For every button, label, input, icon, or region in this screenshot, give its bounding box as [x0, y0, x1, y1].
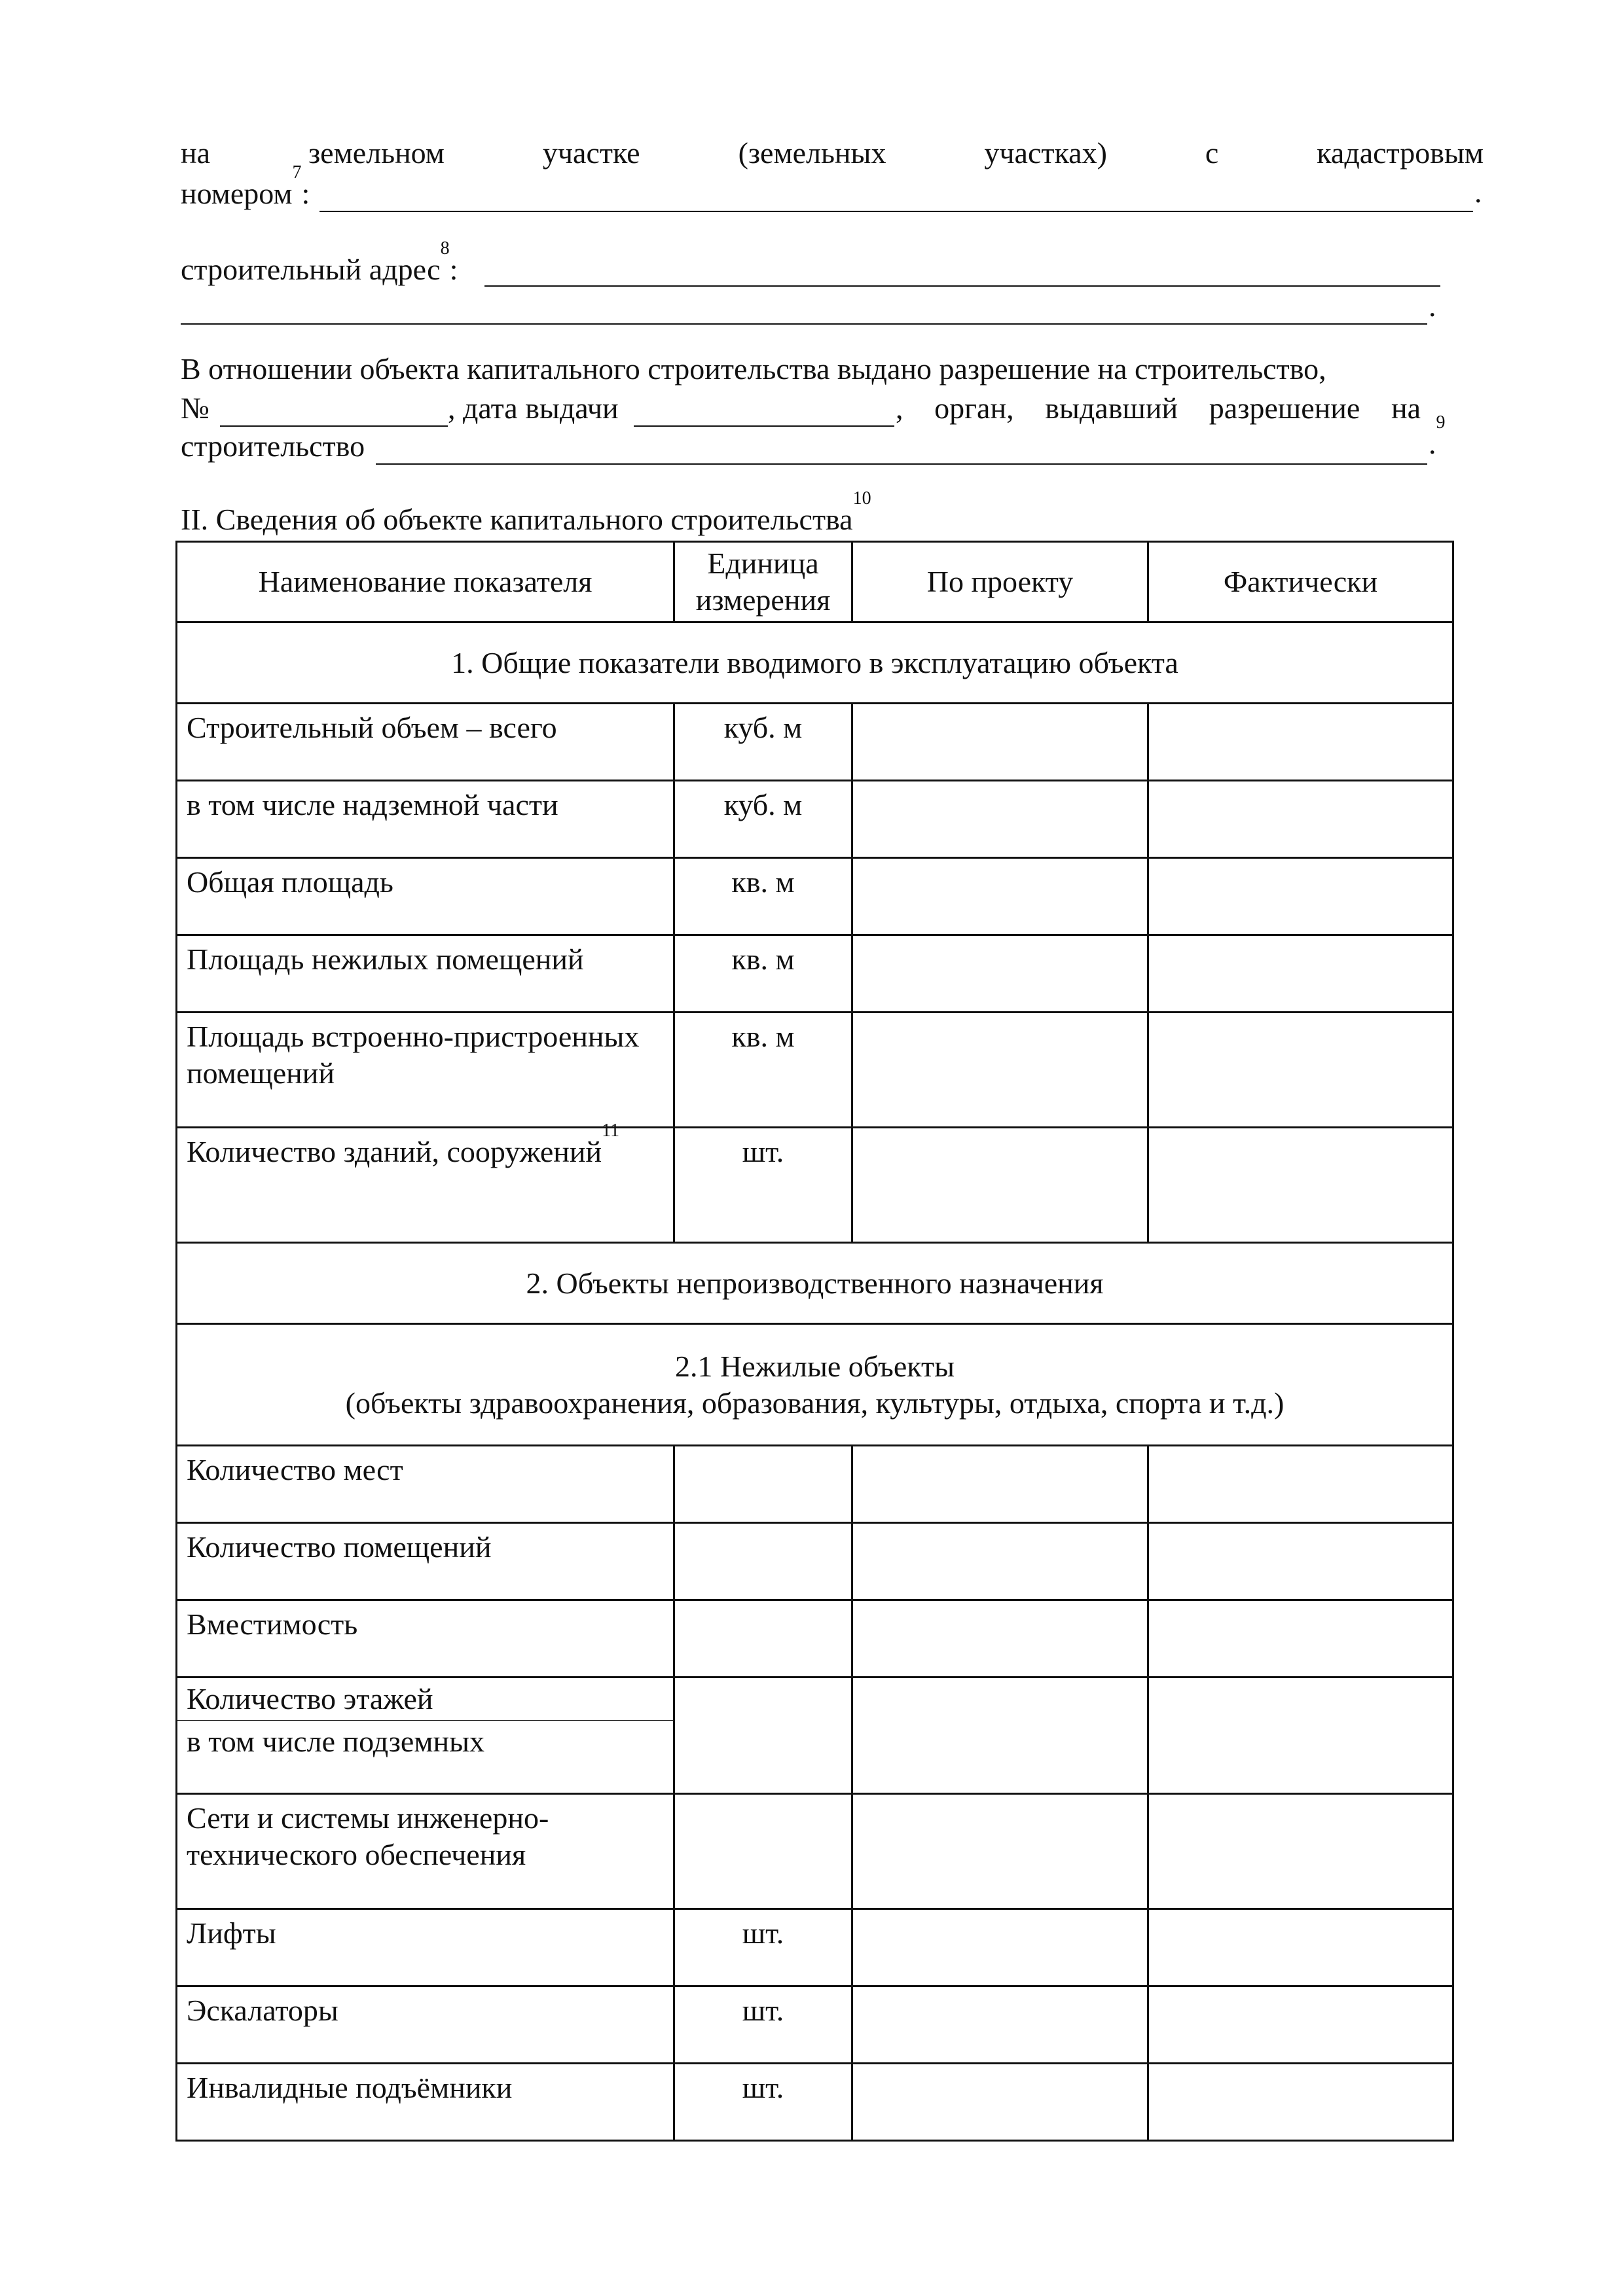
- header-name: Наименование показателя: [177, 542, 674, 622]
- table-row: [177, 1986, 1453, 2064]
- row-label: Площадь нежилых помещений: [177, 935, 674, 1013]
- cadastral-number-field[interactable]: [319, 211, 1473, 212]
- project-value-cell[interactable]: [852, 1986, 1148, 2064]
- group-row: [177, 622, 1453, 704]
- row-label: Площадь встроенно-пристроенных помещений: [177, 1013, 674, 1128]
- row-label: Количество помещений: [177, 1523, 674, 1600]
- cadastral-label: номером$^7$:: [181, 162, 310, 210]
- table-row: [177, 704, 1453, 781]
- table-row: [177, 935, 1453, 1013]
- table-row: [177, 1128, 1453, 1243]
- project-value-cell[interactable]: [852, 1446, 1148, 1523]
- actual-value-cell[interactable]: [1148, 1600, 1453, 1677]
- header-unit: Единица измерения: [674, 542, 852, 622]
- permit-line: В отношении объекта капитального строительства выдано разрешение на строительство,: [181, 352, 1326, 386]
- project-value-cell[interactable]: [852, 704, 1148, 781]
- row-label: Эскалаторы: [177, 1986, 674, 2064]
- address-field-line2[interactable]: [181, 323, 1427, 325]
- project-value-cell[interactable]: [852, 781, 1148, 858]
- row-label: Количество этажей: [177, 1677, 674, 1721]
- actual-value-cell[interactable]: [1148, 858, 1453, 935]
- actual-value-cell[interactable]: [1148, 1986, 1453, 2064]
- row-unit: [674, 1446, 852, 1523]
- row-unit: [674, 1794, 852, 1909]
- actual-value-cell[interactable]: [1148, 1909, 1453, 1986]
- word: земельном: [308, 136, 445, 170]
- word: с: [1205, 136, 1219, 170]
- actual-value-cell[interactable]: [1148, 935, 1453, 1013]
- project-value-cell[interactable]: [852, 1600, 1148, 1677]
- row-unit: шт.: [674, 1128, 852, 1243]
- table-row: [177, 2064, 1453, 2141]
- project-value-cell[interactable]: [852, 1128, 1148, 1243]
- table-row: [177, 858, 1453, 935]
- table-row-floors: [177, 1677, 1453, 1721]
- address-label: строительный адрес$^8$:: [181, 238, 458, 286]
- header-actual: Фактически: [1148, 542, 1453, 622]
- section-title: II. Сведения об объекте капитального строительства$^{10}$: [181, 488, 871, 536]
- actual-value-cell[interactable]: [1148, 1128, 1453, 1243]
- row-label: Количество зданий, сооружений$^{11}$: [177, 1128, 674, 1243]
- row-unit: шт.: [674, 1986, 852, 2064]
- row-unit: шт.: [674, 1909, 852, 1986]
- permit-body-label: , орган, выдавший разрешение на: [896, 391, 1421, 425]
- word: кадастровым: [1317, 136, 1484, 170]
- subgroup-row: [177, 1324, 1453, 1446]
- word: (земельных: [738, 136, 886, 170]
- group-row: [177, 1243, 1453, 1324]
- permit-date-field[interactable]: [634, 425, 894, 427]
- row-unit: кв. м: [674, 1013, 852, 1128]
- row-unit: [674, 1677, 852, 1794]
- table-row: [177, 1600, 1453, 1677]
- table-row: [177, 1523, 1453, 1600]
- object-details-table: [175, 541, 1454, 2142]
- table-row: [177, 781, 1453, 858]
- permit-body-field[interactable]: [376, 463, 1427, 465]
- header-project: По проекту: [852, 542, 1148, 622]
- project-value-cell[interactable]: [852, 935, 1148, 1013]
- table-header-row: [177, 542, 1453, 622]
- permit-number-field[interactable]: [220, 425, 448, 427]
- permit-body-label-cont: строительство: [181, 429, 365, 463]
- actual-value-cell[interactable]: [1148, 781, 1453, 858]
- row-label: Вместимость: [177, 1600, 674, 1677]
- row-unit: [674, 1600, 852, 1677]
- permit-no-label: №: [181, 391, 210, 425]
- actual-value-cell[interactable]: [1148, 1677, 1453, 1794]
- row-unit: куб. м: [674, 704, 852, 781]
- actual-value-cell[interactable]: [1148, 2064, 1453, 2141]
- project-value-cell[interactable]: [852, 1794, 1148, 1909]
- word: участке: [542, 136, 640, 170]
- row-label: в том числе надземной части: [177, 781, 674, 858]
- table-row: [177, 1446, 1453, 1523]
- project-value-cell[interactable]: [852, 2064, 1148, 2141]
- row-unit: кв. м: [674, 858, 852, 935]
- actual-value-cell[interactable]: [1148, 1013, 1453, 1128]
- word: на: [181, 136, 211, 170]
- actual-value-cell[interactable]: [1148, 1794, 1453, 1909]
- table-row: [177, 1013, 1453, 1128]
- row-sublabel: в том числе подземных: [177, 1721, 674, 1794]
- group-title: 2. Объекты непроизводственного назначения: [177, 1243, 1453, 1324]
- table-row: [177, 1909, 1453, 1986]
- permit-date-label: , дата выдачи: [448, 391, 619, 425]
- row-label: Количество мест: [177, 1446, 674, 1523]
- cadastral-line: [181, 135, 1484, 171]
- project-value-cell[interactable]: [852, 858, 1148, 935]
- row-unit: шт.: [674, 2064, 852, 2141]
- subgroup-title: 2.1 Нежилые объекты (объекты здравоохранения, образования, культуры, отдыха, спорта и т.д.): [177, 1324, 1453, 1446]
- row-label: Лифты: [177, 1909, 674, 1986]
- project-value-cell[interactable]: [852, 1013, 1148, 1128]
- address-field[interactable]: [484, 285, 1440, 287]
- row-unit: куб. м: [674, 781, 852, 858]
- row-label: Инвалидные подъёмники: [177, 2064, 674, 2141]
- actual-value-cell[interactable]: [1148, 1523, 1453, 1600]
- actual-value-cell[interactable]: [1148, 1446, 1453, 1523]
- document-page: на земельном участке (земельных участках) с кадастровым номером$^7$: . строительный адрес$^8$: . В отношении объекта капитального строительства выдано разрешение на строительство, № , дата выдачи , орган, выдавший разрешение на строительство .$^9$ II. Сведения об объекте капитального строительства$^{10}$ Наименование показателя Единица измерения По проекту Фактически 1. Общие показатели вводимого в эксплуатацию объекта Строительный объем – всего куб. м в том числе надземной части куб. м Общая площадь кв. м Площадь нежилых помещений кв. м Площадь встроенно-пристроенных помещений кв. м Количество зданий, сооружений$^{11}$ шт. 2. Объекты непроизводственного назначения 2.1 Нежилые объекты (объекты здравоохранения, образования, культуры, отдыха, спорта и т.д.) Количество мест Количество помещений Вместимость Количество этажей в том числе подземных Сети и системы инженерно-технического обеспечения Лифты шт. Эскалаторы шт. Инвалидные подъёмники шт.: [0, 0, 1623, 2296]
- table-row: [177, 1794, 1453, 1909]
- word: участках): [984, 136, 1107, 170]
- row-label: Общая площадь: [177, 858, 674, 935]
- project-value-cell[interactable]: [852, 1677, 1148, 1794]
- actual-value-cell[interactable]: [1148, 704, 1453, 781]
- row-label: Строительный объем – всего: [177, 704, 674, 781]
- row-unit: [674, 1523, 852, 1600]
- group-title: 1. Общие показатели вводимого в эксплуатацию объекта: [177, 622, 1453, 704]
- project-value-cell[interactable]: [852, 1909, 1148, 1986]
- project-value-cell[interactable]: [852, 1523, 1148, 1600]
- row-label: Сети и системы инженерно-технического обеспечения: [177, 1794, 674, 1909]
- row-unit: кв. м: [674, 935, 852, 1013]
